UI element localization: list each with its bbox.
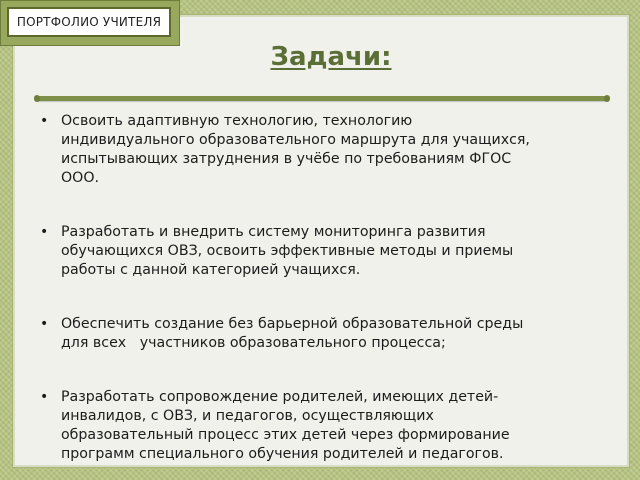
task-text: Обеспечить создание без барьерной образовательной среды для всех участников образовательного процесса; bbox=[61, 316, 524, 351]
portfolio-tag-label: ПОРТФОЛИО УЧИТЕЛЯ bbox=[16, 15, 162, 29]
divider-cap-right bbox=[604, 95, 610, 102]
bullet-icon: • bbox=[40, 113, 49, 129]
divider-cap-left bbox=[34, 95, 40, 102]
task-text: Разработать сопровождение родителей, имеющих детей- инвалидов, с ОВЗ, и педагогов, осуществляющих образовательный процесс этих детей через формирование программ специального обучения родителей и педагогов. bbox=[61, 389, 510, 462]
bullet-icon: • bbox=[40, 224, 49, 240]
list-item bbox=[38, 388, 598, 464]
task-text: Разработать и внедрить систему мониторинга развития обучающихся ОВЗ, освоить эффективные методы и приемы работы с данной категорией учащихся. bbox=[61, 224, 514, 278]
slide-title: Задачи: bbox=[270, 42, 392, 72]
bullet-icon: • bbox=[40, 389, 49, 405]
title-divider bbox=[36, 96, 608, 101]
task-text: Освоить адаптивную технологию, технологию индивидуального образовательного маршрута для учащихся, испытывающих затруднения в учёбе по требованиям ФГОС ООО. bbox=[61, 113, 530, 186]
portfolio-tag bbox=[0, 0, 180, 46]
list-item bbox=[38, 112, 598, 188]
task-list bbox=[38, 112, 598, 464]
list-item bbox=[38, 315, 598, 353]
list-item bbox=[38, 223, 598, 280]
bullet-icon: • bbox=[40, 316, 49, 332]
portfolio-tag-frame bbox=[7, 7, 171, 37]
